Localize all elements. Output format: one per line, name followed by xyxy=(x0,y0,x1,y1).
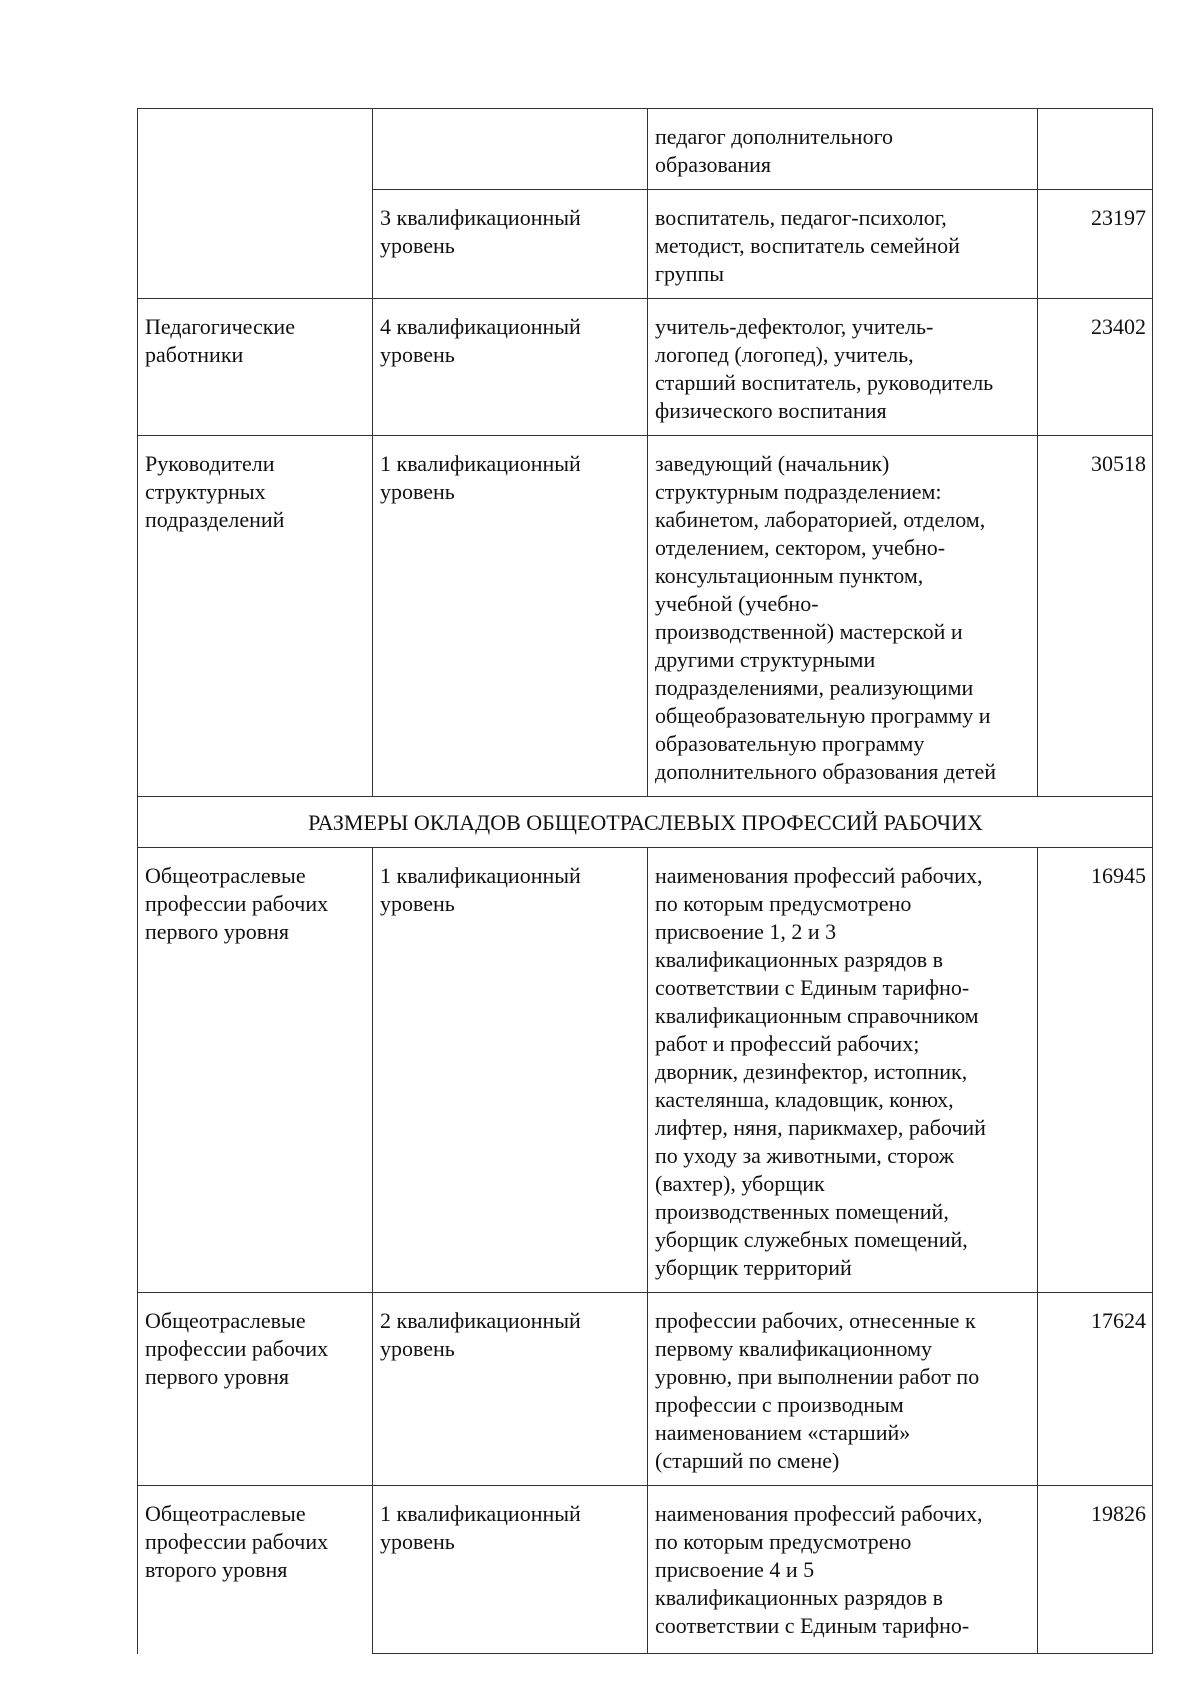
salary-cell: 30518 xyxy=(1038,436,1153,797)
level-cell: 3 квалификационный уровень xyxy=(373,190,648,299)
positions-cell: заведующий (начальник) структурным подразделением: кабинетом, лабораторией, отделом, отделением, сектором, учебно- консультационным пунктом, учебной (учебно- производственной) мастерской и другими структурными подразделениями, реализующими общеобразовательную программу и образовательную программу дополнительного образования детей xyxy=(648,436,1038,797)
level-cell xyxy=(373,109,648,190)
table-row xyxy=(138,1293,1153,1486)
table-row xyxy=(138,299,1153,436)
salary-cell: 19826 xyxy=(1038,1486,1153,1654)
section-row xyxy=(138,797,1153,848)
level-cell: 1 квалификационный уровень xyxy=(373,1486,648,1654)
group-cell: Педагогические работники xyxy=(138,299,373,436)
salary-cell: 17624 xyxy=(1038,1293,1153,1486)
positions-cell: наименования профессий рабочих, по которым предусмотрено присвоение 4 и 5 квалификационных разрядов в соответствии с Единым тарифно- xyxy=(648,1486,1038,1654)
table-row xyxy=(138,436,1153,797)
level-cell: 1 квалификационный уровень xyxy=(373,848,648,1293)
salary-cell: 23402 xyxy=(1038,299,1153,436)
level-cell: 2 квалификационный уровень xyxy=(373,1293,648,1486)
positions-cell: учитель-дефектолог, учитель- логопед (логопед), учитель, старший воспитатель, руководитель физического воспитания xyxy=(648,299,1038,436)
table-row xyxy=(138,848,1153,1293)
positions-cell: профессии рабочих, отнесенные к первому квалификационному уровню, при выполнении работ по профессии с производным наименованием «старший» (старший по смене) xyxy=(648,1293,1038,1486)
group-cell: Общеотраслевые профессии рабочих первого уровня xyxy=(138,848,373,1293)
positions-cell: педагог дополнительного образования xyxy=(648,109,1038,190)
salary-cell: 23197 xyxy=(1038,190,1153,299)
group-cell xyxy=(138,109,373,299)
positions-cell: наименования профессий рабочих, по которым предусмотрено присвоение 1, 2 и 3 квалификационных разрядов в соответствии с Единым тарифно- квалификационным справочником работ и профессий рабочих; дворник, дезинфектор, истопник, кастелянша, кладовщик, конюх, лифтер, няня, парикмахер, рабочий по уходу за животными, сторож (вахтер), уборщик производственных помещений, уборщик служебных помещений, уборщик территорий xyxy=(648,848,1038,1293)
group-cell: Общеотраслевые профессии рабочих первого уровня xyxy=(138,1293,373,1486)
salary-cell xyxy=(1038,109,1153,190)
positions-cell: воспитатель, педагог-психолог, методист, воспитатель семейной группы xyxy=(648,190,1038,299)
salary-cell: 16945 xyxy=(1038,848,1153,1293)
level-cell: 4 квалификационный уровень xyxy=(373,299,648,436)
salary-table xyxy=(137,108,1153,1654)
table-row xyxy=(138,1486,1153,1654)
table-row xyxy=(138,109,1153,190)
group-cell: Общеотраслевые профессии рабочих второго уровня xyxy=(138,1486,373,1654)
group-cell: Руководители структурных подразделений xyxy=(138,436,373,797)
level-cell: 1 квалификационный уровень xyxy=(373,436,648,797)
section-title: РАЗМЕРЫ ОКЛАДОВ ОБЩЕОТРАСЛЕВЫХ ПРОФЕССИЙ РАБОЧИХ xyxy=(138,797,1153,848)
